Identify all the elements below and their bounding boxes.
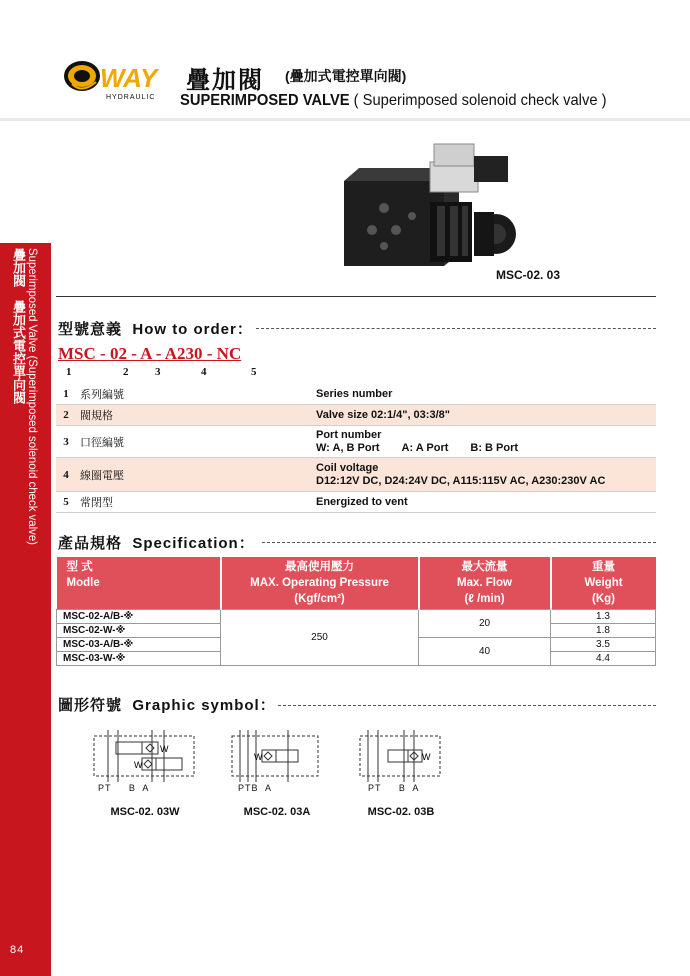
table-row xyxy=(56,384,656,405)
row-label-cn: 線圈電壓 xyxy=(76,458,312,492)
cell-pressure: 250 xyxy=(221,610,419,666)
table-row xyxy=(56,426,656,458)
svg-text:W: W xyxy=(160,744,169,754)
col-pressure-en: MAX. Operating Pressure xyxy=(250,577,389,589)
row-label-cn: 口徑編號 xyxy=(76,426,312,458)
header-divider xyxy=(0,118,690,121)
how-to-order-heading xyxy=(58,318,253,339)
col-model-en: Modle xyxy=(66,577,100,589)
cell-flow-02: 20 xyxy=(419,610,551,638)
cell-model: MSC-03-A/B-※ xyxy=(57,638,221,652)
cell-weight: 1.8 xyxy=(551,624,656,638)
row-label-cn: 閥規格 xyxy=(76,405,312,426)
symbol-a-label: MSC-02. 03A xyxy=(243,806,311,818)
symbol-a-ports: PTB A xyxy=(238,783,273,793)
svg-text:W: W xyxy=(422,752,431,762)
row-number: 4 xyxy=(56,458,76,492)
cell-model: MSC-02-A/B-※ xyxy=(57,610,221,624)
specification-heading xyxy=(58,532,255,553)
page-number: 84 xyxy=(10,944,25,956)
col-pressure-unit: (Kgf/cm²) xyxy=(294,593,345,605)
row-description-line2: W: A, B Port A: A Port B: B Port xyxy=(316,441,519,454)
page-title-cn: 疊加閥 xyxy=(186,67,264,94)
cell-weight: 3.5 xyxy=(551,638,656,652)
svg-text:WAY: WAY xyxy=(100,63,158,93)
title-en-main: SUPERIMPOSED VALVE xyxy=(180,92,350,109)
row-number: 5 xyxy=(56,492,76,513)
how-to-order-title-en: How to order xyxy=(132,321,237,338)
graphic-symbol-title-cn: 圖形符號 xyxy=(58,697,123,714)
table-row xyxy=(56,405,656,426)
heading-rule xyxy=(256,328,656,329)
order-num-5: 5 xyxy=(251,366,257,378)
svg-text:W: W xyxy=(134,760,143,770)
order-num-4: 4 xyxy=(201,366,207,378)
order-code-table xyxy=(56,384,656,513)
col-pressure xyxy=(221,557,419,610)
row-description xyxy=(312,426,656,458)
side-tab-text-en: Superimposed Valve (Superimposed solenoid check valve) xyxy=(26,248,40,545)
row-number: 3 xyxy=(56,426,76,458)
row-number: 2 xyxy=(56,405,76,426)
col-flow-cn: 最大流量 xyxy=(461,561,508,573)
col-flow-en: Max. Flow xyxy=(457,577,512,589)
table-row xyxy=(57,610,656,624)
cell-weight: 1.3 xyxy=(551,610,656,624)
specification-colon: ： xyxy=(238,535,255,552)
heading-rule xyxy=(262,542,656,543)
table-row xyxy=(56,492,656,513)
cell-flow-03: 40 xyxy=(419,638,551,666)
page-header xyxy=(0,0,690,118)
row-description-line1: Port number xyxy=(316,428,382,441)
graphic-symbol-title-en: Graphic symbol xyxy=(132,697,260,714)
col-weight xyxy=(551,557,656,610)
col-model xyxy=(57,557,221,610)
symbol-w-label: MSC-02. 03W xyxy=(110,806,180,818)
symbol-b-ports: PT B A xyxy=(368,783,420,793)
valve-product-image xyxy=(334,136,524,276)
symbol-w-ports: PT B A xyxy=(98,783,150,793)
col-weight-cn: 重量 xyxy=(592,561,615,573)
how-to-order-title-cn: 型號意義 xyxy=(58,321,123,338)
row-label-cn: 常閉型 xyxy=(76,492,312,513)
col-weight-unit: (Kg) xyxy=(592,593,615,605)
how-to-order-colon: ： xyxy=(236,321,253,338)
row-description: Series number xyxy=(312,384,656,405)
row-description: Valve size 02:1/4", 03:3/8" xyxy=(312,405,656,426)
order-code-example: MSC - 02 - A - A230 - NC xyxy=(58,344,242,363)
col-pressure-cn: 最高使用壓力 xyxy=(285,561,354,573)
table-header-row xyxy=(57,557,656,610)
section-divider xyxy=(56,296,656,297)
row-label-cn: 系列編號 xyxy=(76,384,312,405)
table-row xyxy=(56,458,656,492)
row-description xyxy=(312,458,656,492)
graphic-symbol-colon: ： xyxy=(259,697,276,714)
order-num-2: 2 xyxy=(123,366,129,378)
specification-table xyxy=(56,557,656,666)
row-description: Energized to vent xyxy=(312,492,656,513)
symbol-b-label: MSC-02. 03B xyxy=(367,806,435,818)
col-model-cn: 型 式 xyxy=(66,561,93,573)
order-num-3: 3 xyxy=(155,366,161,378)
specification-title-cn: 產品規格 xyxy=(58,535,123,552)
col-flow xyxy=(419,557,551,610)
cell-model: MSC-02-W-※ xyxy=(57,624,221,638)
title-en-sub: ( Superimposed solenoid check valve ) xyxy=(349,92,607,109)
svg-text:W: W xyxy=(254,752,263,762)
side-tab-text-cn: 疊加閥 疊加式電控單向閥 xyxy=(11,248,26,404)
oway-logo xyxy=(62,54,178,102)
page-subtitle-cn: (疊加式電控單向閥) xyxy=(285,68,407,84)
specification-title-en: Specification xyxy=(132,535,239,552)
heading-rule xyxy=(278,705,656,706)
page-title-en xyxy=(180,92,606,110)
cell-model: MSC-03-W-※ xyxy=(57,652,221,666)
row-number: 1 xyxy=(56,384,76,405)
row-description-line2: D12:12V DC, D24:24V DC, A115:115V AC, A230:230V AC xyxy=(316,474,606,487)
col-flow-unit: (ℓ /min) xyxy=(464,593,505,605)
cell-weight: 4.4 xyxy=(551,652,656,666)
col-weight-en: Weight xyxy=(584,577,623,589)
order-num-1: 1 xyxy=(66,366,72,378)
graphic-symbol-heading xyxy=(58,694,276,715)
row-description-line1: Coil voltage xyxy=(316,461,379,474)
svg-text:HYDRAULIC: HYDRAULIC xyxy=(106,94,156,101)
product-model-label: MSC-02. 03 xyxy=(496,268,561,282)
